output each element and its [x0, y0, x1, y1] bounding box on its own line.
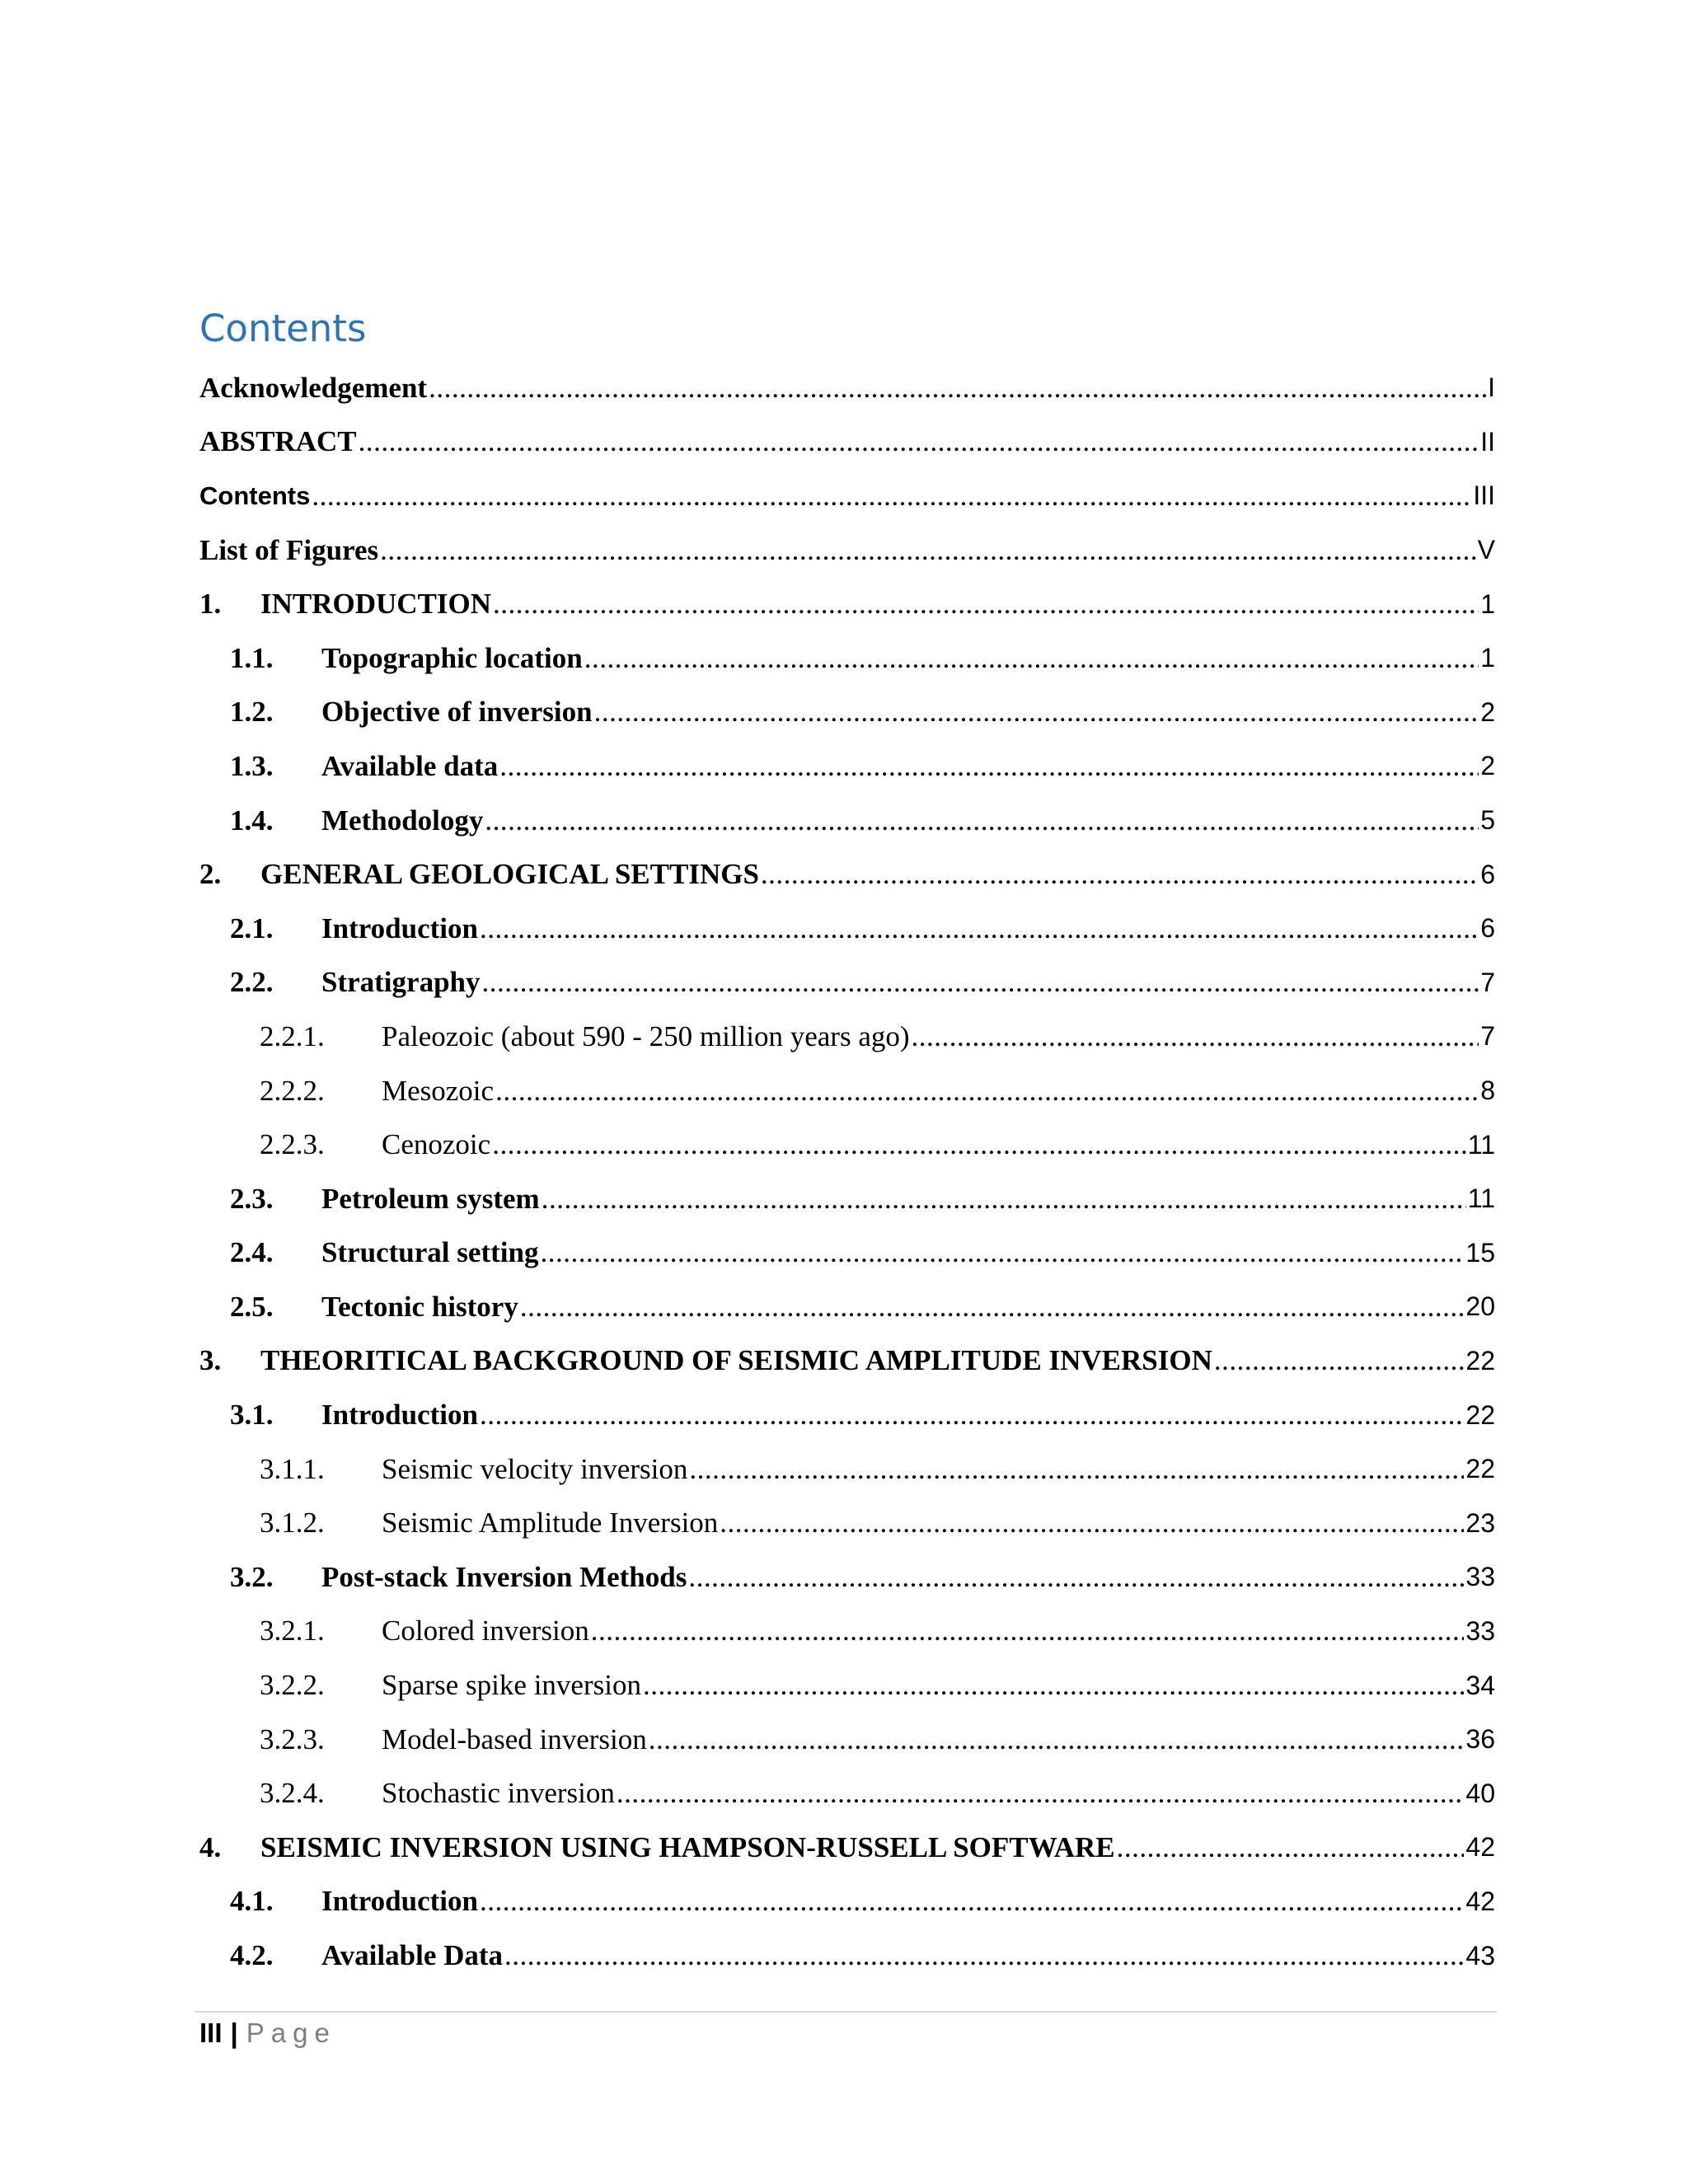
- toc-dot-leader: [584, 642, 1479, 675]
- toc-entry[interactable]: [199, 1821, 1495, 1875]
- toc-entry-title: INTRODUCTION: [260, 588, 492, 621]
- toc-entry[interactable]: [199, 469, 1495, 523]
- toc-dot-leader: [480, 1399, 1464, 1432]
- toc-entry-title: Acknowledgement: [199, 371, 428, 404]
- toc-entry-page: 7: [1480, 1021, 1495, 1052]
- toc-entry-page: 11: [1467, 1129, 1495, 1160]
- toc-dot-leader: [492, 1128, 1466, 1161]
- toc-dot-leader: [542, 1183, 1466, 1216]
- toc-entry-number: 2.2.: [230, 966, 274, 999]
- toc-entry-page: 34: [1465, 1670, 1495, 1700]
- toc-entry-number: 2.5.: [230, 1290, 274, 1323]
- toc-dot-leader: [493, 588, 1479, 621]
- toc-dot-leader: [485, 804, 1479, 837]
- toc-entry[interactable]: [199, 1496, 1495, 1550]
- toc-entry[interactable]: [199, 1875, 1495, 1929]
- toc-entry-title: Topographic location: [321, 641, 583, 674]
- toc-entry-title: Contents: [199, 480, 311, 510]
- toc-dot-leader: [912, 1020, 1479, 1053]
- toc-entry-title: Available data: [321, 749, 499, 782]
- toc-entry-page: 2: [1480, 696, 1495, 727]
- toc-entry[interactable]: [199, 686, 1495, 740]
- toc-entry-title: Introduction: [321, 1399, 478, 1432]
- toc-entry-page: 15: [1465, 1237, 1495, 1268]
- toc-entry-number: 4.2.: [230, 1939, 274, 1972]
- toc-entry-title: Introduction: [321, 1885, 478, 1918]
- toc-entry-number: 3.2.: [230, 1560, 274, 1593]
- toc-entry[interactable]: [199, 739, 1495, 794]
- toc-entry-title: List of Figures: [199, 533, 379, 566]
- toc-entry[interactable]: [199, 1010, 1495, 1064]
- toc-entry-title: Colored inversion: [382, 1615, 589, 1647]
- toc-entry[interactable]: [199, 631, 1495, 686]
- toc-entry[interactable]: [199, 415, 1495, 470]
- toc-entry-number: 2.2.2.: [260, 1074, 325, 1107]
- toc-entry-page: III: [1473, 480, 1495, 511]
- toc-dot-leader: [429, 372, 1486, 405]
- toc-entry-page: 33: [1465, 1615, 1495, 1646]
- footer-divider: [195, 2011, 1497, 2013]
- toc-entry-number: 3.2.3.: [260, 1722, 325, 1755]
- toc-dot-leader: [1117, 1831, 1465, 1864]
- toc-entry-number: 3.2.1.: [260, 1615, 325, 1647]
- toc-entry[interactable]: [199, 523, 1495, 578]
- toc-entry-page: 1: [1480, 643, 1495, 673]
- toc-dot-leader: [761, 858, 1479, 891]
- toc-entry[interactable]: [199, 1605, 1495, 1659]
- toc-entry-page: 11: [1467, 1183, 1495, 1214]
- toc-entry[interactable]: [199, 794, 1495, 848]
- toc-dot-leader: [643, 1669, 1464, 1702]
- toc-entry-title: SEISMIC INVERSION USING HAMPSON-RUSSELL SOFTWARE: [260, 1830, 1115, 1863]
- toc-entry-page: 2: [1480, 751, 1495, 781]
- toc-dot-leader: [312, 480, 1471, 513]
- toc-entry-page: 22: [1465, 1454, 1495, 1484]
- toc-entry-page: 42: [1465, 1886, 1495, 1916]
- toc-dot-leader: [689, 1453, 1464, 1486]
- toc-dot-leader: [617, 1777, 1465, 1810]
- toc-dot-leader: [480, 1885, 1464, 1918]
- toc-dot-leader: [649, 1723, 1465, 1756]
- toc-dot-leader: [720, 1507, 1464, 1540]
- toc-entry-number: 1.3.: [230, 749, 274, 782]
- toc-entry-number: 4.: [199, 1830, 222, 1863]
- toc-entry[interactable]: [199, 1172, 1495, 1226]
- toc-entry[interactable]: [199, 1388, 1495, 1442]
- toc-entry-number: 4.1.: [230, 1885, 274, 1918]
- toc-entry[interactable]: [199, 1658, 1495, 1713]
- footer-page-number: III: [199, 2018, 223, 2048]
- toc-dot-leader: [480, 912, 1479, 945]
- toc-entry-number: 3.1.1.: [260, 1452, 325, 1485]
- toc-dot-leader: [380, 534, 1476, 567]
- toc-dot-leader: [520, 1291, 1465, 1324]
- toc-entry-number: 2.3.: [230, 1182, 274, 1215]
- toc-entry-page: 36: [1465, 1724, 1495, 1755]
- toc-entry-number: 2.: [199, 858, 222, 891]
- toc-entry-number: 3.2.2.: [260, 1669, 325, 1702]
- toc-entry[interactable]: [199, 361, 1495, 415]
- toc-entry-title: Objective of inversion: [321, 696, 593, 729]
- toc-dot-leader: [591, 1615, 1465, 1647]
- toc-entry[interactable]: [199, 1064, 1495, 1118]
- toc-entry-title: GENERAL GEOLOGICAL SETTINGS: [260, 858, 759, 891]
- toc-entry[interactable]: [199, 1766, 1495, 1821]
- toc-entry[interactable]: [199, 1118, 1495, 1172]
- toc-entry-number: 2.2.3.: [260, 1128, 325, 1161]
- toc-entry-title: THEORITICAL BACKGROUND OF SEISMIC AMPLITUDE INVERSION: [260, 1344, 1212, 1377]
- toc-entry-title: Structural setting: [321, 1236, 539, 1269]
- toc-entry-number: 3.1.2.: [260, 1507, 325, 1540]
- toc-entry-number: 1.2.: [230, 696, 274, 729]
- toc-entry-page: 6: [1480, 913, 1495, 944]
- toc-dot-leader: [1214, 1344, 1465, 1377]
- footer-page-label: Page: [246, 2018, 336, 2048]
- table-of-contents: [199, 361, 1495, 1983]
- toc-entry-number: 3.1.: [230, 1399, 274, 1432]
- toc-entry-title: Cenozoic: [382, 1128, 491, 1161]
- toc-heading: Contents: [199, 307, 367, 350]
- footer-separator: |: [230, 2018, 238, 2048]
- toc-entry-page: I: [1488, 373, 1495, 403]
- toc-entry[interactable]: [199, 577, 1495, 631]
- toc-entry-page: 20: [1465, 1291, 1495, 1322]
- toc-entry-title: Tectonic history: [321, 1290, 518, 1323]
- toc-entry-page: V: [1477, 535, 1495, 565]
- toc-entry-title: Available Data: [321, 1939, 504, 1972]
- toc-entry-page: 22: [1465, 1345, 1495, 1376]
- toc-entry-title: Model-based inversion: [382, 1722, 647, 1755]
- toc-entry-page: 22: [1465, 1399, 1495, 1430]
- toc-entry-title: Seismic Amplitude Inversion: [382, 1507, 719, 1540]
- toc-entry[interactable]: [199, 1550, 1495, 1605]
- toc-entry-page: II: [1480, 426, 1495, 457]
- toc-entry-title: Seismic velocity inversion: [382, 1452, 688, 1485]
- toc-entry-page: 1: [1480, 588, 1495, 619]
- toc-entry[interactable]: [199, 1713, 1495, 1767]
- toc-entry-page: 8: [1480, 1076, 1495, 1106]
- toc-entry-number: 2.2.1.: [260, 1019, 325, 1052]
- toc-entry-number: 3.2.4.: [260, 1777, 325, 1810]
- toc-entry-title: Paleozoic (about 590 - 250 million years ago): [382, 1019, 910, 1052]
- toc-entry-title: Sparse spike inversion: [382, 1669, 641, 1702]
- toc-entry[interactable]: [199, 1334, 1495, 1389]
- toc-entry-title: Mesozoic: [382, 1074, 495, 1107]
- toc-entry-page: 40: [1465, 1778, 1495, 1808]
- toc-entry-page: 5: [1480, 805, 1495, 836]
- toc-entry[interactable]: [199, 1929, 1495, 1983]
- toc-entry-page: 23: [1465, 1507, 1495, 1538]
- toc-dot-leader: [499, 750, 1479, 783]
- toc-entry-title: Introduction: [321, 912, 478, 944]
- toc-dot-leader: [359, 425, 1479, 458]
- toc-dot-leader: [594, 696, 1479, 729]
- toc-entry-number: 1.: [199, 588, 222, 621]
- toc-entry[interactable]: [199, 1280, 1495, 1334]
- toc-dot-leader: [540, 1236, 1464, 1269]
- toc-entry-number: 1.1.: [230, 641, 274, 674]
- page-footer: [199, 2018, 336, 2049]
- toc-entry-page: 43: [1465, 1940, 1495, 1971]
- toc-dot-leader: [688, 1561, 1464, 1594]
- toc-dot-leader: [482, 966, 1479, 999]
- toc-entry-title: Stratigraphy: [321, 966, 481, 999]
- toc-entry[interactable]: [199, 902, 1495, 956]
- toc-entry-number: 3.: [199, 1344, 222, 1377]
- toc-entry-page: 6: [1480, 859, 1495, 889]
- toc-entry-number: 2.4.: [230, 1236, 274, 1269]
- toc-entry-title: Post-stack Inversion Methods: [321, 1560, 687, 1593]
- toc-entry-title: Stochastic inversion: [382, 1777, 615, 1810]
- toc-entry-title: ABSTRACT: [199, 425, 357, 458]
- toc-entry-title: Methodology: [321, 804, 484, 837]
- toc-entry[interactable]: [199, 847, 1495, 902]
- toc-entry[interactable]: [199, 956, 1495, 1010]
- toc-entry-page: 42: [1465, 1832, 1495, 1863]
- toc-entry[interactable]: [199, 1442, 1495, 1497]
- toc-entry-page: 33: [1465, 1562, 1495, 1592]
- toc-dot-leader: [495, 1075, 1479, 1108]
- toc-entry-title: Petroleum system: [321, 1182, 540, 1215]
- toc-entry-number: 2.1.: [230, 912, 274, 944]
- toc-entry[interactable]: [199, 1226, 1495, 1281]
- toc-entry-page: 7: [1480, 967, 1495, 997]
- toc-dot-leader: [504, 1939, 1464, 1972]
- toc-entry-number: 1.4.: [230, 804, 274, 837]
